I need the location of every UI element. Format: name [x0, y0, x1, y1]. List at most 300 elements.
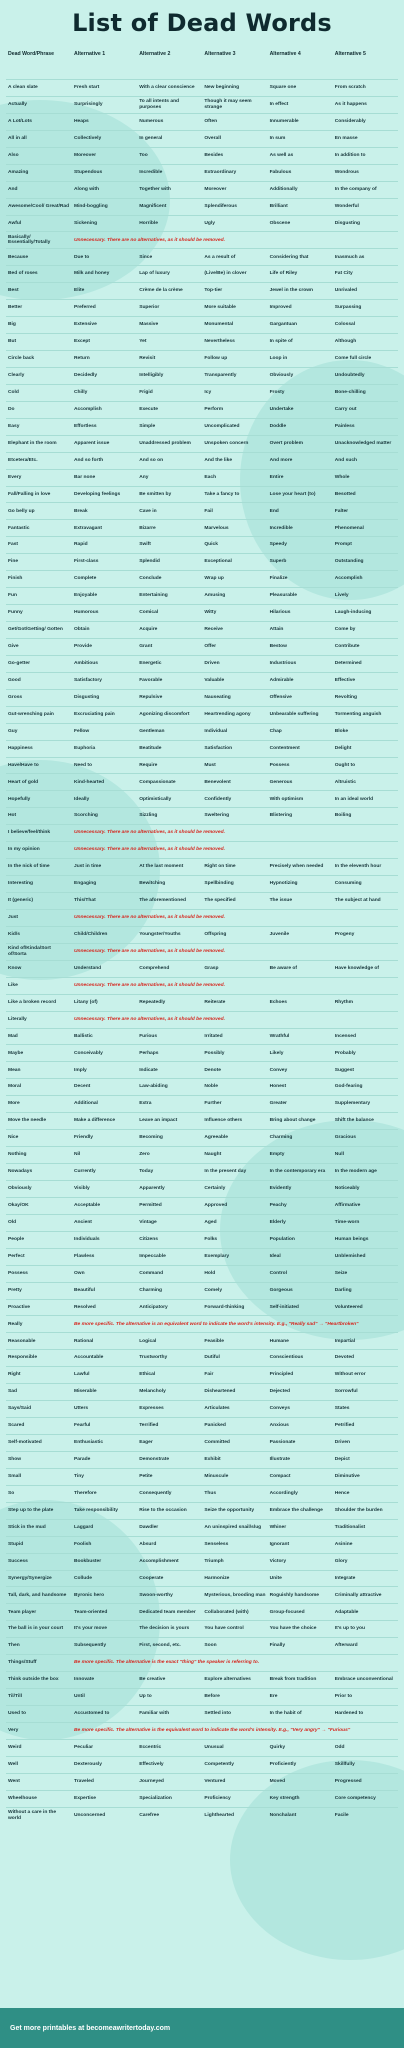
alternative-cell: Yet — [139, 339, 147, 345]
column-header: Alternative 1 — [74, 51, 106, 57]
alternative-cell: With a clear conscience — [139, 85, 195, 91]
table-row — [6, 113, 398, 130]
alternative-cell: In effect — [269, 102, 289, 108]
alternative-cell: Seize — [334, 1270, 348, 1276]
dead-word-cell: Perfect — [8, 1253, 25, 1259]
alternative-cell: Pleasurable — [269, 593, 298, 599]
alternative-cell: In the present day — [204, 1169, 247, 1175]
alternative-cell: Overt problem — [269, 440, 303, 446]
dead-word-cell: Fantastic — [8, 525, 30, 531]
alternative-cell: Precisely when needed — [269, 864, 324, 870]
alternative-cell: Outstanding — [334, 559, 364, 565]
alternative-cell: Milk and honey — [74, 271, 110, 277]
alternative-cell: Wonderful — [334, 203, 359, 209]
alternative-cell: Prompt — [334, 542, 352, 548]
table-row — [6, 1248, 398, 1265]
table-row — [6, 198, 398, 215]
dead-words-table — [6, 50, 398, 1824]
alternative-cell: Journeyed — [139, 1778, 164, 1784]
alternative-cell: Greater — [269, 1101, 287, 1107]
alternative-cell: Hypnotizing — [269, 881, 298, 887]
table-row — [6, 1384, 398, 1401]
alternative-cell: Expertise — [74, 1795, 97, 1801]
alternative-cell: Collectively — [74, 135, 102, 141]
alternative-cell: Facile — [334, 1812, 349, 1818]
alternative-cell: Logical — [139, 1338, 157, 1344]
alternative-cell: Rise to the occasion — [139, 1507, 187, 1513]
dead-word-cell: Think outside the box — [8, 1677, 59, 1683]
alternative-cell: The specified — [204, 898, 236, 904]
alternative-cell: Settled into — [204, 1711, 232, 1717]
alternative-cell: Numerous — [139, 119, 164, 125]
alternative-cell: Committed — [204, 1440, 230, 1446]
alternative-cell: Favorable — [139, 677, 163, 683]
alternative-cell: Together with — [139, 186, 171, 192]
alternative-cell: Diminutive — [334, 1474, 360, 1480]
alternative-cell: Folks — [204, 1236, 218, 1242]
dead-word-cell: Happiness — [8, 745, 33, 751]
alternative-cell: And the like — [204, 457, 233, 463]
table-row — [6, 283, 398, 300]
dead-word-cell: Responsible — [8, 1355, 38, 1361]
alternative-cell: Collaborated (with) — [204, 1609, 249, 1615]
alternative-cell: Except — [74, 339, 91, 345]
alternative-cell: Unconcerned — [74, 1812, 106, 1818]
table-row — [6, 96, 398, 113]
table-row — [6, 926, 398, 943]
alternative-cell: Exemplary — [204, 1253, 230, 1259]
alternative-cell: Glory — [334, 1558, 348, 1564]
alternative-cell: (Live/Be) in clover — [204, 271, 247, 277]
table-row — [6, 1214, 398, 1231]
alternative-cell: Minuscule — [204, 1474, 229, 1480]
alternative-cell: Unusual — [204, 1745, 224, 1751]
alternative-cell: Adaptable — [334, 1609, 359, 1615]
table-row — [6, 740, 398, 757]
alternative-cell: Moved — [269, 1778, 286, 1784]
table-row — [6, 1147, 398, 1164]
alternative-cell: Preferred — [74, 305, 96, 311]
alternative-cell: Traveled — [74, 1778, 94, 1784]
footer-banner — [0, 2008, 404, 2048]
alternative-cell: Break — [74, 508, 88, 514]
alternative-cell: Be aware of — [269, 965, 298, 971]
alternative-cell: Disheartened — [204, 1389, 236, 1395]
table-row — [6, 1435, 398, 1452]
alternative-cell: Gentleman — [139, 728, 165, 734]
alternative-cell: Obviously — [269, 373, 294, 379]
alternative-cell: Nonchalant — [269, 1812, 297, 1818]
alternative-cell: Echoes — [269, 999, 287, 1005]
alternative-cell: Considering that — [269, 254, 309, 260]
alternative-cell: Splendiferous — [204, 203, 237, 209]
alternative-cell: Repeatedly — [139, 999, 166, 1005]
dead-word-cell: Awesome/Cool/ Great/Rad — [8, 203, 70, 209]
alternative-cell: Prior to — [334, 1694, 353, 1700]
table-row — [6, 1333, 398, 1350]
alternative-cell: Be creative — [139, 1677, 166, 1683]
alternative-cell: Witty — [204, 610, 217, 616]
table-row — [6, 1282, 398, 1299]
table-row — [6, 1130, 398, 1147]
alternative-cell: Intelligibly — [139, 373, 164, 379]
table-row — [6, 1096, 398, 1113]
alternative-cell: Often — [204, 119, 218, 125]
dead-word-cell: In the nick of time — [8, 864, 50, 870]
alternative-cell: Transparently — [204, 373, 237, 379]
alternative-cell: Without error — [334, 1372, 366, 1378]
alternative-cell: Satisfactory — [74, 677, 102, 683]
alternative-cell: Proficiently — [269, 1761, 297, 1767]
table-row — [6, 503, 398, 520]
alternative-cell: Permitted — [139, 1203, 162, 1209]
alternative-cell: Icy — [204, 390, 212, 396]
alternative-cell: Parade — [74, 1457, 91, 1463]
alternative-cell: Sickening — [74, 220, 98, 226]
alternative-cell: Incredible — [139, 169, 163, 175]
alternative-cell: Each — [204, 474, 217, 480]
dead-word-cell: I believe/feel/think — [8, 830, 51, 836]
table-row — [6, 638, 398, 655]
alternative-cell: Control — [269, 1270, 287, 1276]
alternative-cell: Since — [139, 254, 153, 260]
table-row — [6, 384, 398, 401]
dead-word-cell: More — [8, 1101, 20, 1107]
dead-word-cell: Right — [8, 1372, 21, 1378]
dead-word-cell: Obviously — [8, 1186, 32, 1192]
alternative-cell: Core competency — [334, 1795, 376, 1801]
dead-word-cell: Know — [8, 965, 22, 971]
alternative-cell: Valuable — [204, 677, 225, 683]
table-row — [6, 1062, 398, 1079]
dead-word-cell: Circle back — [8, 356, 35, 362]
alternative-cell: Offer — [204, 644, 217, 650]
table-row — [6, 1553, 398, 1570]
dead-word-cell: Nothing — [8, 1152, 27, 1158]
dead-words-table-container — [6, 50, 398, 2002]
alternative-cell: Fail — [204, 508, 213, 514]
alternative-cell: Irritated — [204, 1033, 223, 1039]
table-row — [6, 1265, 398, 1282]
alternative-cell: Aged — [204, 1219, 217, 1225]
table-row — [6, 825, 398, 842]
alternative-cell: Passionate — [269, 1440, 296, 1446]
table-row — [6, 605, 398, 622]
dead-word-cell: Reasonable — [8, 1338, 36, 1344]
alternative-cell: Industrious — [269, 661, 297, 667]
alternative-cell: Depict — [334, 1457, 350, 1463]
table-row — [6, 1418, 398, 1435]
alternative-cell: Senseless — [204, 1541, 229, 1547]
alternative-cell: Accountable — [74, 1355, 104, 1361]
alternative-cell: Empty — [269, 1152, 285, 1158]
alternative-cell: Contribute — [334, 644, 360, 650]
alternative-cell: You have control — [204, 1626, 244, 1632]
column-header: Alternative 5 — [334, 51, 366, 57]
alternative-cell: Revolting — [334, 694, 358, 700]
table-row — [6, 876, 398, 893]
table-row — [6, 588, 398, 605]
alternative-cell: Extraordinary — [204, 169, 237, 175]
alternative-cell: Acquire — [139, 627, 158, 633]
alternative-cell: Naught — [204, 1152, 222, 1158]
alternative-cell: Entertaining — [139, 593, 168, 599]
dead-word-cell: Cold — [8, 390, 19, 396]
dead-word-cell: Better — [8, 305, 23, 311]
alternative-cell: Approved — [204, 1203, 228, 1209]
column-header: Alternative 4 — [269, 51, 301, 57]
dead-word-cell: A clean slate — [8, 85, 38, 91]
alternative-cell: Nauseating — [204, 694, 231, 700]
table-row — [6, 791, 398, 808]
alternative-cell: Come by — [334, 627, 356, 633]
alternative-cell: Impeccable — [139, 1253, 166, 1259]
dead-word-cell: Without a care in the world — [8, 1809, 57, 1821]
alternative-cell: Overall — [204, 135, 221, 141]
alternative-cell: Youngster/Youths — [139, 932, 181, 938]
alternative-cell: Panicked — [204, 1423, 226, 1429]
alternative-cell: Certainly — [204, 1186, 226, 1192]
alternative-cell: Thus — [204, 1490, 217, 1496]
dead-word-cell: Pretty — [8, 1287, 22, 1293]
alternative-cell: Litany (of) — [74, 999, 98, 1005]
dead-word-cell: Bed of roses — [8, 271, 38, 277]
alternative-cell: Humane — [269, 1338, 289, 1344]
dead-word-cell: Like a broken record — [8, 999, 57, 1005]
alternative-cell: Apparently — [139, 1186, 165, 1192]
alternative-cell: Must — [204, 762, 216, 768]
note-cell: Unnecessary. There are no alternatives, as it should be removed. — [74, 915, 225, 921]
alternative-cell: Ignorant — [269, 1541, 290, 1547]
dead-word-cell: Guy — [8, 728, 18, 734]
alternative-cell: Effortless — [74, 423, 97, 429]
table-row — [6, 130, 398, 147]
alternative-cell: In the habit of — [269, 1711, 302, 1717]
alternative-cell: Inasmuch as — [334, 254, 365, 260]
alternative-cell: Effectively — [139, 1761, 164, 1767]
alternative-cell: Be smitten by — [139, 491, 172, 497]
alternative-cell: Beatitude — [139, 745, 162, 751]
alternative-cell: Whiner — [269, 1524, 287, 1530]
alternative-cell: Decidedly — [74, 373, 98, 379]
alternative-cell: Exhibit — [204, 1457, 221, 1463]
alternative-cell: Bookbuster — [74, 1558, 102, 1564]
alternative-cell: Dexterously — [74, 1761, 102, 1767]
table-row — [6, 1045, 398, 1062]
dead-word-cell: Basically/ Essentially/Totally — [8, 234, 51, 246]
alternative-cell: Surpassing — [334, 305, 362, 311]
alternative-cell: Terrified — [139, 1423, 159, 1429]
alternative-cell: In the company of — [334, 186, 377, 192]
alternative-cell: Have knowledge of — [334, 965, 380, 971]
table-row — [6, 351, 398, 368]
alternative-cell: Zero — [139, 1152, 150, 1158]
table-row — [6, 1756, 398, 1773]
alternative-cell: Besotted — [334, 491, 356, 497]
alternative-cell: An uninspired snail/slug — [204, 1524, 262, 1530]
note-cell: Unnecessary. There are no alternatives, as it should be removed. — [74, 237, 225, 243]
alternative-cell: End — [269, 508, 279, 514]
alternative-cell: Influence others — [204, 1118, 243, 1124]
alternative-cell: Petrified — [334, 1423, 355, 1429]
dead-word-cell: The ball is in your court — [8, 1626, 64, 1632]
dead-word-cell: Clearly — [8, 373, 25, 379]
alternative-cell: Humorous — [74, 610, 99, 616]
dead-word-cell: Kind of/Kinda/Sort of/Sorta — [8, 946, 51, 957]
table-row — [6, 317, 398, 334]
table-row — [6, 1655, 398, 1672]
table-row — [6, 706, 398, 723]
alternative-cell: Ancient — [74, 1219, 92, 1225]
alternative-cell: Apparent issue — [74, 440, 110, 446]
alternative-cell: Disgusting — [74, 694, 100, 700]
table-row — [6, 435, 398, 452]
dead-word-cell: Go belly up — [8, 508, 35, 514]
dead-word-cell: Til/Till — [8, 1694, 22, 1700]
alternative-cell: En masse — [334, 135, 358, 141]
table-row — [6, 1451, 398, 1468]
alternative-cell: Revisit — [139, 356, 156, 362]
alternative-cell: Speedy — [269, 542, 287, 548]
alternative-cell: Wrap up — [204, 576, 224, 582]
dead-word-cell: Gross — [8, 694, 23, 700]
dead-word-cell: Like — [8, 982, 18, 988]
alternative-cell: The subject at hand — [334, 898, 381, 904]
dead-word-cell: Fast — [8, 542, 19, 548]
dead-word-cell: Every — [8, 474, 22, 480]
alternative-cell: Monumental — [204, 322, 234, 328]
table-row — [6, 994, 398, 1011]
table-row — [6, 1028, 398, 1045]
alternative-cell: Follow up — [204, 356, 228, 362]
alternative-cell: Ought to — [334, 762, 356, 768]
alternative-cell: Key strength — [269, 1795, 300, 1801]
alternative-cell: Chap — [269, 728, 282, 734]
alternative-cell: Flawless — [74, 1253, 95, 1259]
dead-word-cell: Stick in the mud — [8, 1524, 46, 1530]
alternative-cell: Accordingly — [269, 1490, 298, 1496]
table-body — [6, 80, 398, 1824]
alternative-cell: Traditionalist — [334, 1524, 366, 1530]
alternative-cell: Possess — [269, 762, 290, 768]
table-row — [6, 943, 398, 960]
table-row — [6, 893, 398, 910]
alternative-cell: Juvenile — [269, 932, 290, 938]
alternative-cell: Provide — [74, 644, 92, 650]
alternative-cell: Gargantuan — [269, 322, 298, 328]
alternative-cell: Require — [139, 762, 158, 768]
alternative-cell: Peculiar — [74, 1745, 94, 1751]
alternative-cell: Illustrate — [269, 1457, 290, 1463]
table-row — [6, 672, 398, 689]
table-row — [6, 1180, 398, 1197]
alternative-cell: Besides — [204, 152, 224, 158]
alternative-cell: Petite — [139, 1474, 153, 1480]
alternative-cell: Integrate — [334, 1575, 356, 1581]
dead-word-cell: It (generic) — [8, 898, 34, 904]
table-row — [6, 1502, 398, 1519]
column-header: Dead Word/Phrase — [8, 51, 55, 57]
alternative-cell: In the eleventh hour — [334, 864, 382, 870]
alternative-cell: Criminally attractive — [334, 1592, 382, 1598]
alternative-cell: Bizarre — [139, 525, 156, 531]
alternative-cell: Accustomed to — [74, 1711, 110, 1717]
alternative-cell: Wrathful — [269, 1033, 290, 1039]
alternative-cell: Eager — [139, 1440, 153, 1446]
alternative-cell: And more — [269, 457, 293, 463]
note-cell: Unnecessary. There are no alternatives, as it should be removed. — [74, 847, 225, 853]
alternative-cell: Conveys — [269, 1406, 290, 1412]
alternative-cell: Byronic hero — [74, 1592, 105, 1598]
dead-word-cell: Fall/Falling in love — [8, 491, 51, 497]
alternative-cell: Fresh start — [74, 85, 100, 91]
alternative-cell: Come full circle — [334, 356, 372, 362]
alternative-cell: Vintage — [139, 1219, 157, 1225]
alternative-cell: Swoon-worthy — [139, 1592, 173, 1598]
alternative-cell: Entire — [269, 474, 284, 480]
note-cell: Unnecessary. There are no alternatives, as it should be removed. — [74, 982, 225, 988]
alternative-cell: Ideal — [269, 1253, 281, 1259]
alternative-cell: Although — [334, 339, 357, 345]
alternative-cell: Triumph — [204, 1558, 224, 1564]
table-row — [6, 537, 398, 554]
alternative-cell: Grasp — [204, 965, 219, 971]
alternative-cell: Sizzling — [139, 813, 158, 819]
dead-word-cell: Scared — [8, 1423, 25, 1429]
alternative-cell: Driven — [204, 661, 220, 667]
alternative-cell: Laugh-inducing — [334, 610, 372, 616]
alternative-cell: Perform — [204, 406, 224, 412]
alternative-cell: Rapid — [74, 542, 88, 548]
alternative-cell: Too — [139, 152, 148, 158]
alternative-cell: Peachy — [269, 1203, 287, 1209]
table-row — [6, 1790, 398, 1807]
alternative-cell: Along with — [74, 186, 99, 192]
alternative-cell: As a result of — [204, 254, 236, 260]
alternative-cell: Extra — [139, 1101, 152, 1107]
dead-word-cell: Fine — [8, 559, 19, 565]
alternative-cell: Therefore — [74, 1490, 97, 1496]
note-cell: Unnecessary. There are no alternatives, as it should be removed. — [74, 948, 225, 954]
table-row — [6, 723, 398, 740]
alternative-cell: Resolved — [74, 1304, 96, 1310]
alternative-cell: Just in time — [74, 864, 102, 870]
alternative-cell: Self-initiated — [269, 1304, 299, 1310]
alternative-cell: Complete — [74, 576, 97, 582]
alternative-cell: Hardened to — [334, 1711, 364, 1717]
dead-word-cell: Possess — [8, 1270, 28, 1276]
alternative-cell: Elderly — [269, 1219, 286, 1225]
dead-word-cell: Nowadays — [8, 1169, 33, 1175]
alternative-cell: Affirmative — [334, 1203, 361, 1209]
table-row — [6, 367, 398, 384]
alternative-cell: Acceptable — [74, 1203, 101, 1209]
alternative-cell: Dejected — [269, 1389, 290, 1395]
alternative-cell: Gracious — [334, 1135, 356, 1141]
alternative-cell: Convey — [269, 1067, 288, 1073]
table-row — [6, 80, 398, 97]
alternative-cell: Repulsive — [139, 694, 163, 700]
alternative-cell: Forward-thinking — [204, 1304, 245, 1310]
alternative-cell: Sweltering — [204, 813, 230, 819]
alternative-cell: Rhythm — [334, 999, 353, 1005]
alternative-cell: Simple — [139, 423, 156, 429]
alternative-cell: This/That — [74, 898, 96, 904]
alternative-cell: Progressed — [334, 1778, 362, 1784]
dead-word-cell: Because — [8, 254, 29, 260]
alternative-cell: Utters — [74, 1406, 89, 1412]
column-header: Alternative 3 — [204, 51, 236, 57]
